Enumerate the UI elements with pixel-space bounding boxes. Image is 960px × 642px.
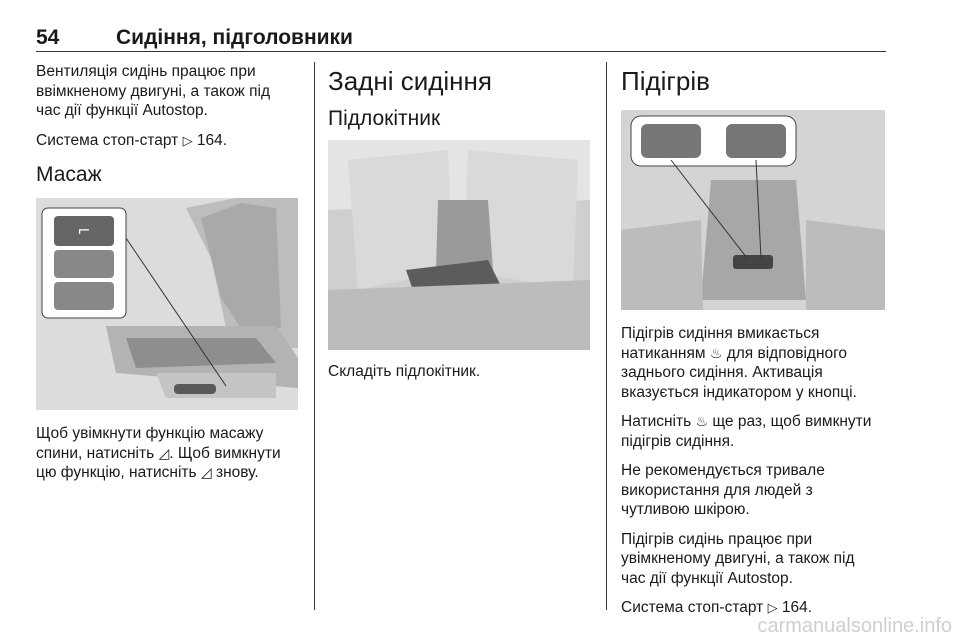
text-line: Вентиляція сидінь працює при bbox=[36, 63, 256, 80]
column-2 bbox=[328, 62, 598, 132]
text-line: ще раз, щоб вимкнути bbox=[708, 413, 872, 430]
column-3 bbox=[621, 62, 891, 96]
column-divider-1 bbox=[314, 62, 315, 610]
text-line: увімкненому двигуні, а також під bbox=[621, 550, 855, 567]
text-line: вказується індикатором у кнопці. bbox=[621, 383, 857, 401]
heated-seat-icon: ♨ bbox=[709, 344, 723, 361]
text-line: Натисніть bbox=[621, 413, 692, 430]
text-line: для відповідного bbox=[722, 344, 848, 362]
page-number: 54 bbox=[36, 26, 60, 49]
header-divider bbox=[36, 51, 886, 52]
heating-heading: Підігрів bbox=[621, 66, 710, 96]
text-line: Підігрів сидіння вмикається bbox=[621, 325, 820, 342]
heated-seat-figure bbox=[621, 110, 885, 310]
text-line: . Щоб вимкнути bbox=[169, 444, 281, 462]
rear-seats-heading: Задні сидіння bbox=[328, 66, 492, 96]
armrest-caption: Складіть підлокітник. bbox=[328, 363, 481, 380]
text-line: час дії функції Autostop. bbox=[621, 569, 793, 587]
massage-text bbox=[36, 424, 306, 493]
stop-start-reference bbox=[36, 131, 306, 151]
text-line: Підігрів сидінь працює при bbox=[621, 530, 813, 548]
heating-text bbox=[621, 324, 891, 628]
text-line: підігрів сидіння. bbox=[621, 432, 735, 450]
reference-arrow-icon: ▷ bbox=[182, 132, 193, 148]
reference-text: Система стоп-старт bbox=[621, 599, 764, 616]
armrest-figure bbox=[328, 140, 590, 350]
massage-icon: ◿ bbox=[200, 464, 212, 480]
text-line: Не рекомендується тривале bbox=[621, 462, 825, 479]
text-line: знову. bbox=[211, 464, 259, 481]
text-line: Щоб увімкнути функцію масажу bbox=[36, 425, 264, 442]
heating-paragraph-1 bbox=[621, 324, 891, 402]
reference-page: 164. bbox=[196, 131, 228, 149]
text-line: ввімкненому двигуні, а також під bbox=[36, 82, 270, 100]
heating-paragraph-4 bbox=[621, 530, 891, 589]
page-title: Сидіння, підголовники bbox=[116, 26, 353, 49]
heating-paragraph-2 bbox=[621, 412, 891, 451]
text-line: натиканням bbox=[621, 344, 706, 362]
reference-page: 164. bbox=[781, 599, 813, 616]
massage-heading: Масаж bbox=[36, 163, 102, 186]
heated-seat-icon: ♨ bbox=[695, 413, 709, 429]
svg-text:⌐: ⌐ bbox=[77, 221, 91, 240]
massage-icon: ◿ bbox=[158, 444, 170, 461]
ventilation-paragraph bbox=[36, 62, 306, 121]
text-line: використання для людей з bbox=[621, 481, 813, 499]
text-line: заднього сидіння. Активація bbox=[621, 364, 823, 381]
massage-paragraph bbox=[36, 424, 306, 483]
column-divider-2 bbox=[606, 62, 607, 610]
reference-arrow-icon: ▷ bbox=[767, 600, 778, 615]
massage-seat-figure bbox=[36, 198, 298, 410]
armrest-heading: Підлокітник bbox=[328, 107, 441, 130]
armrest-caption-block bbox=[328, 362, 598, 392]
reference-text: Система стоп-старт bbox=[36, 131, 179, 149]
watermark: carmanualsonline.info bbox=[757, 615, 952, 637]
column-1 bbox=[36, 62, 306, 188]
text-line: час дії функції Autostop. bbox=[36, 102, 208, 119]
text-line: чутливою шкірою. bbox=[621, 501, 750, 518]
text-line: спини, натисніть bbox=[36, 444, 155, 462]
heating-paragraph-3 bbox=[621, 461, 891, 520]
text-line: цю функцію, натисніть bbox=[36, 464, 197, 481]
page-header bbox=[36, 26, 886, 52]
